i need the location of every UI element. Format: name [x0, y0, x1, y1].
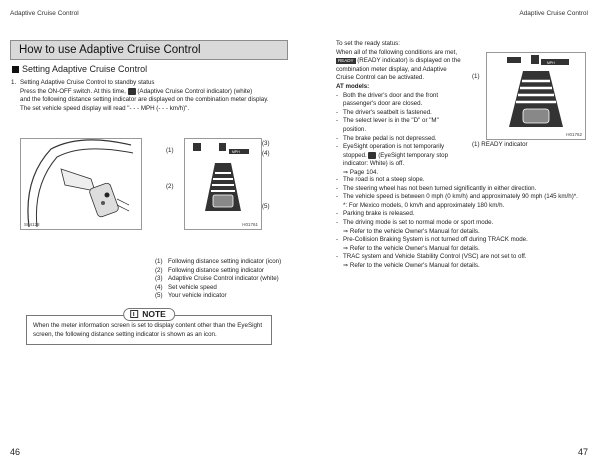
meter-display-illustration	[185, 139, 261, 219]
acc-indicator-icon	[128, 88, 136, 95]
note-label	[123, 308, 175, 321]
page-number-left: 46	[10, 447, 21, 457]
eyesight-line-b: (EyeSight temporary stop indicator: White) is off.	[343, 151, 449, 168]
ready-speed-label: MPH	[547, 61, 555, 65]
steering-wheel-illustration	[21, 139, 141, 229]
condition-item: - The driver's seatbelt is fastened.	[336, 108, 432, 116]
at-models-heading: AT models:	[336, 82, 370, 90]
condition-item: - The brake pedal is not depressed.	[336, 134, 437, 142]
figure-code-right: H01762	[566, 132, 582, 137]
running-header-right: Adaptive Cruise Control	[519, 10, 588, 17]
distance-icon	[193, 143, 201, 151]
legend-item: (2) Following distance setting indicator	[155, 266, 264, 274]
subsection-heading	[12, 64, 147, 74]
eyesight-stop-icon	[368, 152, 376, 159]
meter-speed-label: MPH	[232, 150, 240, 154]
legend-item: (5) Your vehicle indicator	[155, 292, 227, 300]
condition-item: - Parking brake is released.	[336, 210, 415, 218]
condition-item: - The driving mode is set to normal mode or sport mode. ⇒ Refer to the vehicle Owner's Manual for details.	[336, 218, 494, 235]
condition-item: - TRAC system and Vehicle Stability Control (VSC) are not set to off. ⇒ Refer to the vehicle Owner's Manual for details.	[336, 253, 527, 269]
subsection-title: Setting Adaptive Cruise Control	[22, 64, 148, 74]
ready-intro: To set the ready status:	[336, 40, 400, 47]
legend-item: (4) Set vehicle speed	[155, 283, 217, 291]
section-title: How to use Adaptive Cruise Control	[10, 40, 288, 60]
step-line-3: The set vehicle speed display will read "- - - MPH (- - - km/h)".	[20, 104, 190, 112]
page-number-right: 47	[577, 447, 588, 457]
conditions-list	[336, 176, 588, 271]
note-label-text: NOTE	[142, 309, 166, 319]
legend-item: (3) Adaptive Cruise Control indicator (white)	[155, 275, 279, 283]
note-icon	[130, 310, 138, 318]
condition-item: - Both the driver's door and the front passenger's door are closed.	[336, 91, 439, 108]
ready-figure	[486, 52, 586, 140]
manual-reference[interactable]: ⇒ Refer to the vehicle Owner's Manual for details.	[343, 261, 480, 269]
eyesight-page-ref[interactable]: ⇒ Page 104.	[343, 169, 379, 177]
figure-legend	[155, 258, 290, 301]
condition-item: - The select lever is in the "D" or "M" position.	[336, 117, 439, 133]
condition-item: - The road is not a steep slope.	[336, 176, 425, 183]
condition-item-eyesight: - EyeSight operation is not temporarily stopped. (EyeSight temporary stop indicator: White) is off. ⇒ Page 104.	[336, 143, 449, 177]
step-1	[11, 79, 288, 114]
condition-item: - The vehicle speed is between 0 mph (0 km/h) and approximately 90 mph (145 km/h)*. *: For Mexico models, 0 km/h and approximately 180 km/h.	[336, 193, 578, 209]
ready-indicator	[507, 57, 521, 63]
ready-meter-illustration	[487, 53, 585, 131]
legend-item: (1) Following distance setting indicator (icon)	[155, 258, 282, 265]
note-box	[26, 309, 272, 345]
step-line-1	[20, 88, 288, 97]
ready-line-a: When all of the following conditions are met,	[336, 48, 458, 56]
ready-callout: (1)	[472, 73, 480, 80]
eyesight-line-a: EyeSight operation is not temporarily stopped.	[343, 143, 445, 159]
condition-item: - Pre-Collision Braking System is not turned off during TRACK mode. ⇒ Refer to the vehicle Owner's Manual for details.	[336, 236, 528, 252]
steering-figure	[20, 138, 142, 230]
meter-figure	[184, 138, 262, 230]
callout-5: (5)	[262, 203, 270, 210]
ready-status-text	[336, 40, 461, 178]
ready-conditions-line	[336, 49, 461, 83]
manual-reference[interactable]: ⇒ Refer to the vehicle Owner's Manual for details.	[343, 227, 480, 235]
callout-4: (4)	[262, 150, 270, 157]
step-heading: Setting Adaptive Cruise Control to standby status	[20, 79, 155, 86]
callout-3: (3)	[262, 140, 270, 147]
callout-2: (2)	[166, 183, 174, 190]
manual-reference[interactable]: ⇒ Refer to the vehicle Owner's Manual for details.	[343, 244, 480, 252]
figure-code-left: S04128	[24, 222, 40, 227]
ready-badge-icon: READY	[338, 57, 354, 63]
callout-1: (1)	[166, 147, 174, 154]
step-line-1b: (Adaptive Cruise Control indicator) (white)	[137, 87, 253, 95]
step-index: 1.	[11, 79, 17, 86]
figure-code-meter: H01761	[242, 222, 258, 227]
step-line-2: and the following distance setting indicator are displayed on the combination meter display.	[20, 96, 269, 104]
running-header-left: Adaptive Cruise Control	[10, 10, 79, 17]
step-line-1a: Press the ON-OFF switch. At this time,	[20, 87, 126, 95]
condition-footnote: *: For Mexico models, 0 km/h and approximately 180 km/h.	[343, 201, 505, 209]
acc-indicator	[219, 143, 226, 151]
ready-caption: (1) READY indicator	[472, 141, 528, 148]
note-text: When the meter information screen is set to display content other than the EyeSight screen, the following distance setting indicator is shown as an icon.	[33, 322, 263, 338]
ready-line-b: (READY indicator) is displayed on the combination meter display, and Adaptive Cruise Control can be activated.	[336, 57, 461, 82]
square-bullet-icon	[12, 66, 19, 73]
condition-item: - The steering wheel has not been turned significantly in either direction.	[336, 184, 537, 192]
